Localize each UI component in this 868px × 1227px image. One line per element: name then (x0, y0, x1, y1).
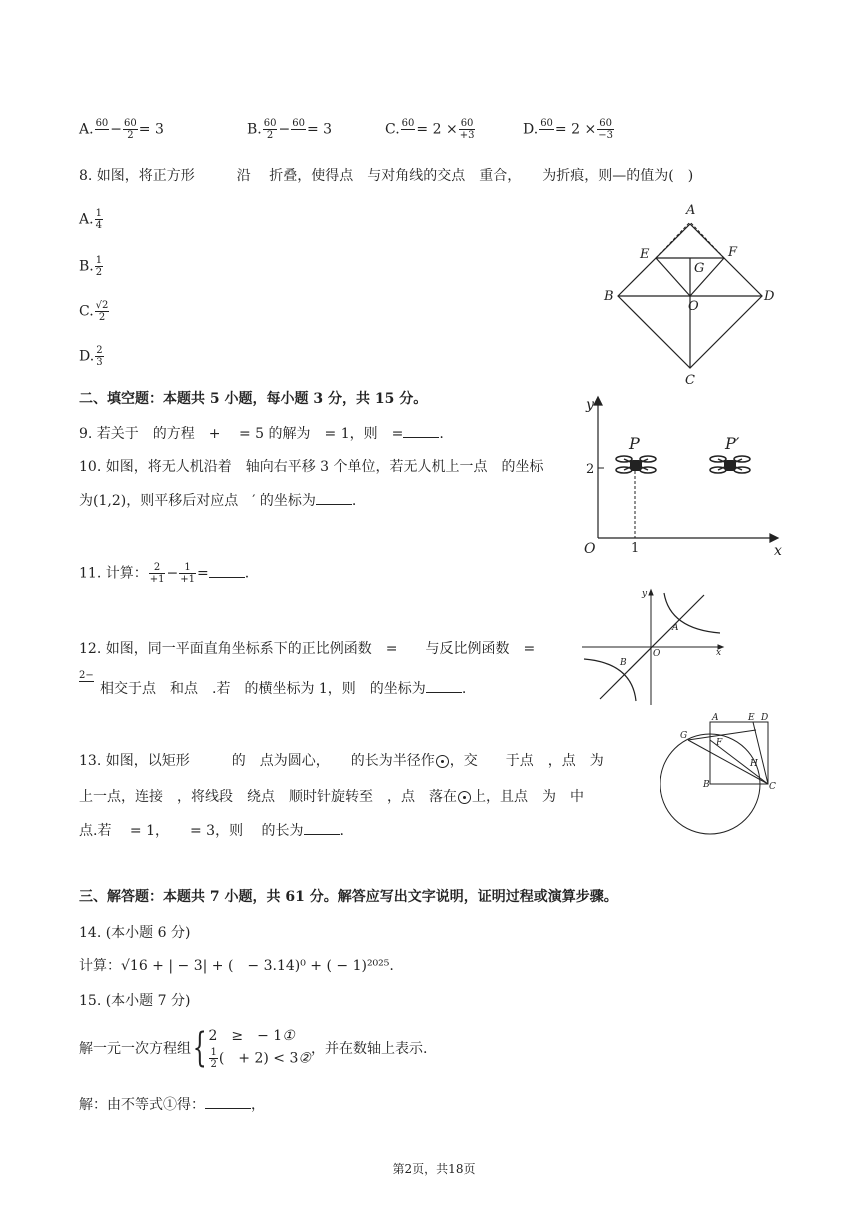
q8-stem: 8. 如图，将正方形 沿 折叠，使得点 与对角线的交点 重合， 为折痕，则—的值为( ) (79, 168, 694, 184)
q8-figure (596, 200, 782, 392)
fraction: 60 (95, 118, 109, 129)
svg-text:A: A (712, 713, 719, 723)
q12-line2: 相交于点 和点 .若 的横坐标为 1，则 的坐标为 . (100, 678, 466, 698)
q7-option-a: A. 60 − $\frac{60}{2}$ = 3 (79, 118, 164, 141)
q7-option-c: C. 60 = 2 × $\frac{60}{+3}$ (385, 118, 475, 141)
q12-line1: 12. 如图，同一平面直角坐标系下的正比例函数 = 与反比例函数 = (79, 641, 536, 657)
q14-expr: 计算：√16 + | − 3| + ( − 3.14)⁰ + ( − 1)²⁰²⁵. (79, 958, 394, 974)
page-footer: 第2页，共18页 (392, 1162, 476, 1176)
q14-head: 14. (本小题 6 分) (79, 925, 191, 941)
label-e: E (640, 247, 650, 262)
q9: 9. 若关于 的方程 + = 5 的解为 = 1，则 = . (79, 423, 444, 443)
label-d: D (764, 289, 775, 304)
answer-blank (316, 490, 352, 505)
q12-frac-top: 2− (79, 670, 94, 681)
svg-text:P′: P′ (725, 434, 740, 453)
q13-line3: 点.若 = 1， = 3，则 的长为 . (79, 820, 344, 840)
q8-option-c: C. $\frac{√2}{2}$ (79, 300, 109, 323)
svg-text:y: y (586, 397, 594, 413)
svg-text:O: O (584, 541, 596, 557)
q11: 11. 计算： $\frac{2}{+1}$ − $\frac{1}{+1}$ = . (79, 562, 250, 585)
label-b: B (604, 289, 614, 304)
svg-text:D: D (761, 713, 769, 723)
svg-text:y: y (642, 589, 648, 599)
q7-option-b: B. $\frac{60}{2}$ − 60 = 3 (247, 118, 333, 141)
svg-text:B: B (620, 658, 627, 668)
svg-text:H: H (750, 759, 758, 769)
q10-line1: 10. 如图，将无人机沿着 轴向右平移 3 个单位，若无人机上一点 的坐标 (79, 459, 544, 475)
svg-text:P: P (629, 434, 640, 453)
circle-o-icon (436, 755, 449, 768)
svg-text:B: B (703, 780, 710, 790)
q15-answer: 解：由不等式①得： ， (79, 1094, 265, 1114)
svg-text:A: A (672, 623, 679, 633)
label-o: O (688, 299, 699, 314)
fraction: $\frac{60}{2}$ (124, 118, 137, 141)
section2-heading: 二、填空题：本题共 5 小题，每小题 3 分，共 15 分。 (79, 391, 428, 407)
label-g: G (694, 261, 705, 276)
label-c: C (685, 373, 695, 388)
option-label: A. (79, 121, 94, 138)
section3-heading: 三、解答题：本题共 7 小题，共 61 分。解答应写出文字说明，证明过程或演算步骤。 (79, 889, 618, 905)
q12-figure (580, 587, 725, 707)
q7-option-d: D. 60 = 2 × $\frac{60}{-3}$ (523, 118, 613, 141)
q8-option-d: D. $\frac{2}{3}$ (79, 345, 103, 368)
svg-text:1: 1 (631, 541, 640, 556)
answer-blank (426, 678, 462, 693)
label-a: A (686, 203, 696, 218)
brace-icon: { (192, 1025, 207, 1071)
svg-text:x: x (716, 648, 722, 658)
q15-head: 15. (本小题 7 分) (79, 993, 191, 1009)
label-f: F (728, 245, 738, 260)
answer-blank (209, 563, 245, 578)
q13-line2: 上一点，连接 ，将线段 绕点 顺时针旋转至 ，点 落在 上，且点 为 中 (79, 789, 584, 805)
svg-text:G: G (680, 731, 688, 741)
svg-text:O: O (653, 649, 661, 659)
svg-text:x: x (774, 543, 782, 558)
circle-o-icon (458, 791, 471, 804)
svg-text:C: C (769, 782, 776, 792)
svg-text:E: E (748, 713, 755, 723)
svg-text:F: F (716, 738, 723, 748)
q15-system: 解一元一次方程组{ 2 ≥ − 1① $\frac{1}{2}$ ( + 2) < 3② ，并在数轴上表示. (79, 1025, 428, 1071)
answer-blank (304, 820, 340, 835)
q8-option-a: A. $\frac{1}{4}$ (79, 208, 102, 231)
q8-option-b: B. $\frac{1}{2}$ (79, 255, 103, 278)
svg-text:2: 2 (586, 462, 595, 477)
q10-figure (580, 393, 785, 558)
q10-line2: 为(1,2)，则平移后对应点 ′ 的坐标为 . (79, 490, 356, 510)
q13-line1: 13. 如图，以矩形 的 点为圆心， 的长为半径作 ，交 于点 ，点 为 (79, 753, 604, 769)
answer-blank (403, 423, 439, 438)
answer-blank (205, 1094, 251, 1109)
q13-figure (660, 710, 785, 838)
